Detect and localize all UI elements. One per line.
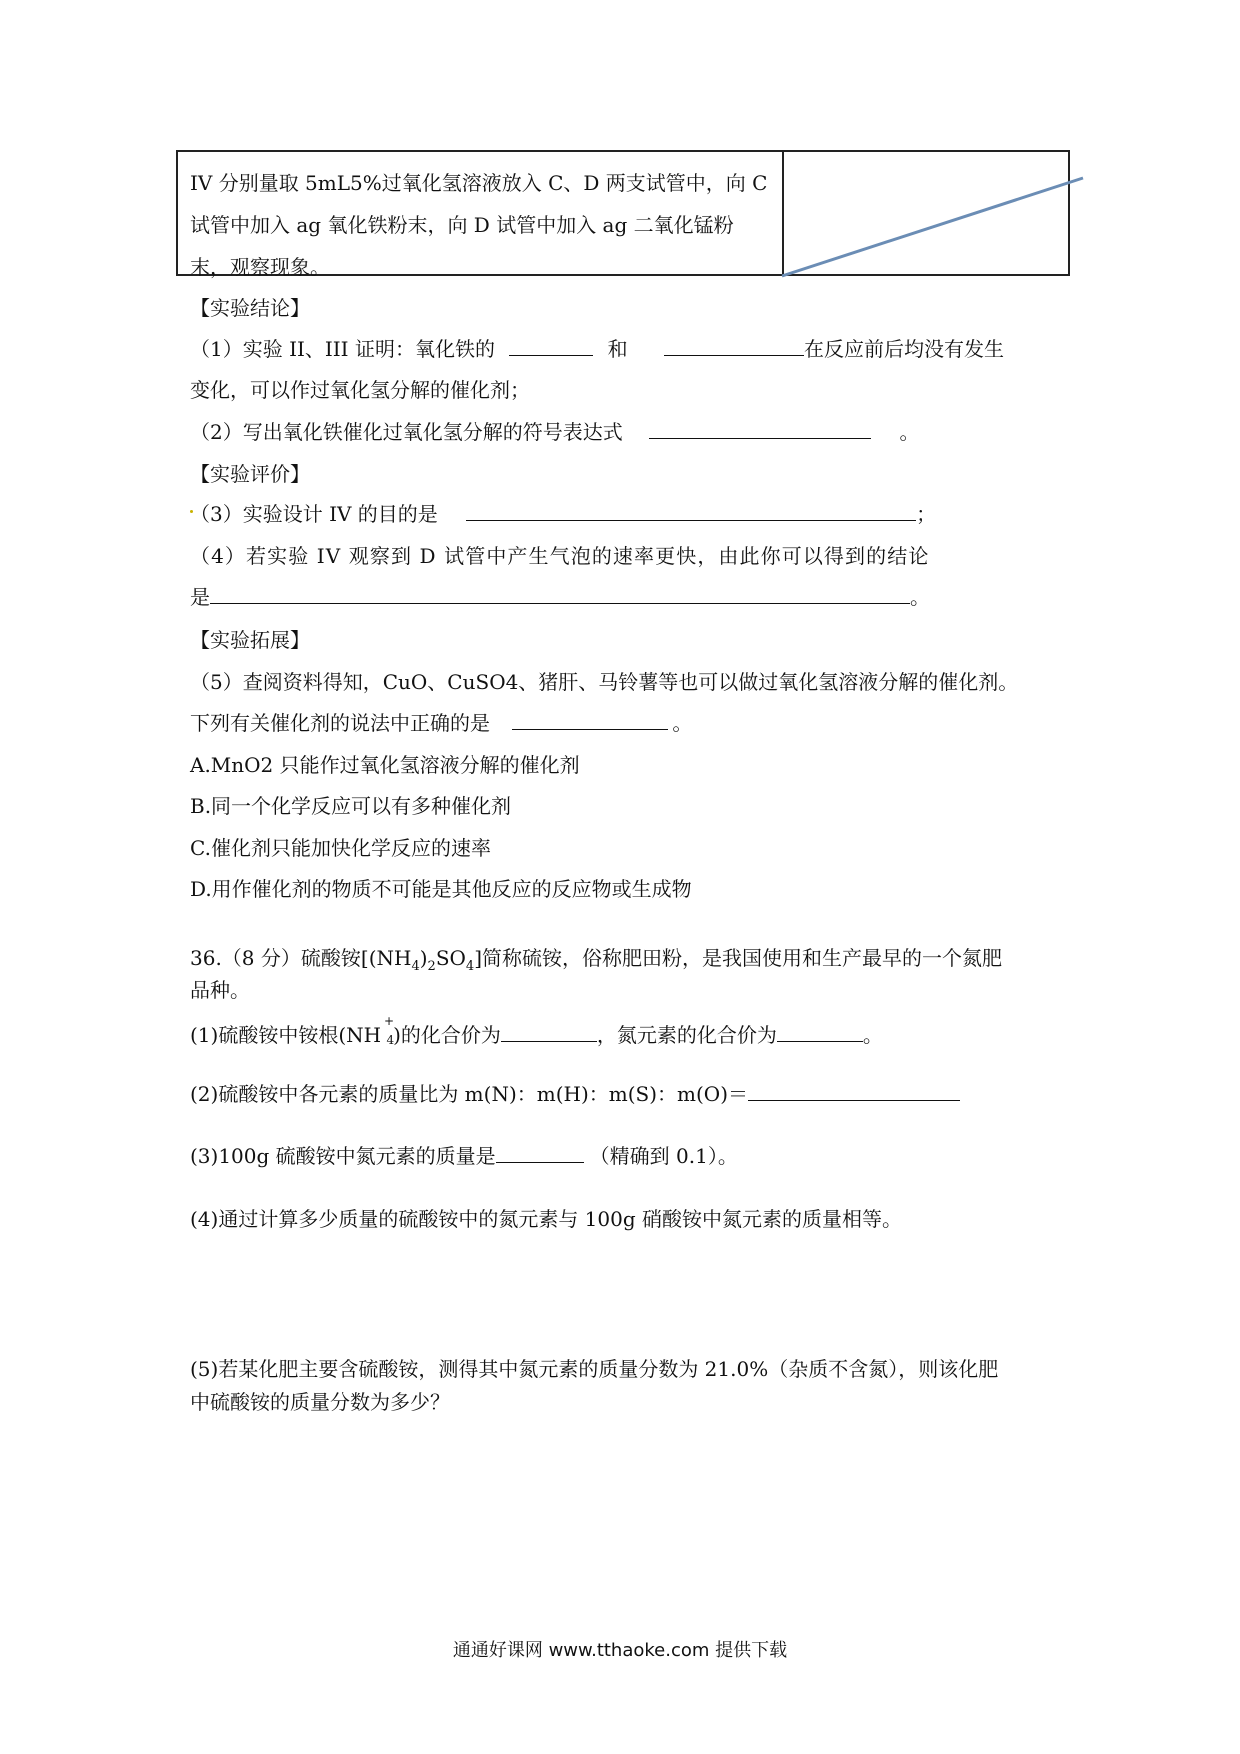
q36-p3-blank[interactable] [496, 1144, 584, 1163]
q36-p2-text: (2)硫酸铵中各元素的质量比为 m(N)：m(H)：m(S)：m(O)＝ [190, 1082, 749, 1106]
q2-end: 。 [899, 420, 920, 444]
ammonium-sup: + [384, 1014, 395, 1028]
q36-p1-blank-1[interactable] [501, 1023, 597, 1042]
q5-end: 。 [672, 711, 693, 735]
q3-end: ； [916, 502, 937, 526]
q4-text-b: 是 [190, 585, 210, 609]
q36-p1-end: 。 [862, 1023, 883, 1047]
conclusion-heading: 【实验结论】 [190, 296, 310, 320]
q3-blank[interactable] [466, 502, 916, 521]
q36-p1-c: ，氮元素的化合价为 [596, 1023, 777, 1047]
footer-credit: 通通好课网 www.tthaoke.com 提供下载 [452, 1640, 788, 1661]
q1-text-c: 在反应前后均没有发生 [804, 337, 1005, 361]
question-5-line-1: （5）查阅资料得知，CuO、CuSO4、猪肝、马铃薯等也可以做过氧化氢溶液分解的催化剂。 [190, 670, 1019, 694]
q36-intro-sub3: 4 [465, 959, 475, 974]
q36-p3-a: (3)100g 硫酸铵中氮元素的质量是 [190, 1144, 496, 1168]
q36-part-3 [190, 1140, 1070, 1169]
q36-intro-line-1 [190, 942, 1070, 974]
question-3 [190, 498, 1070, 527]
question-2 [190, 416, 1070, 445]
q36-part-5-line-1: (5)若某化肥主要含硫酸铵，测得其中氮元素的质量分数为 21.0%（杂质不含氮），则该化肥 [190, 1357, 999, 1381]
q2-blank[interactable] [649, 420, 871, 439]
q1-blank-2[interactable] [664, 337, 804, 356]
q36-intro-mid: ) [419, 946, 428, 970]
q4-end: 。 [910, 585, 930, 609]
q36-intro-sub1: 4 [411, 959, 420, 974]
q36-part-1 [190, 1014, 1070, 1048]
q4-blank[interactable] [210, 585, 910, 604]
q36-p1-blank-2[interactable] [777, 1023, 863, 1042]
q36-part-4: (4)通过计算多少质量的硫酸铵中的氮元素与 100g 硝酸铵中氮元素的质量相等。 [190, 1207, 903, 1231]
option-d: D.用作催化剂的物质不可能是其他反应的反应物或生成物 [190, 877, 692, 901]
q36-p1-a: (1)硫酸铵中铵根(NH [190, 1023, 382, 1047]
diagonal-strike-line [780, 176, 1090, 286]
q36-p2-blank[interactable] [748, 1082, 960, 1101]
q36-intro-sub2: 2 [427, 959, 436, 974]
question-4-line-1: （4）若实验 IV 观察到 D 试管中产生气泡的速率更快，由此你可以得到的结论 [190, 544, 930, 568]
question-1-line-1 [190, 333, 1070, 362]
q36-p1-b: )的化合价为 [393, 1023, 501, 1047]
q1-blank-1[interactable] [509, 337, 593, 356]
q1-text-a: （1）实验 II、III 证明：氧化铁的 [190, 337, 495, 361]
question-5-line-2 [190, 707, 1070, 736]
option-b: B.同一个化学反应可以有多种催化剂 [190, 794, 512, 818]
evaluation-heading: 【实验评价】 [190, 462, 310, 486]
option-c: C.催化剂只能加快化学反应的速率 [190, 836, 491, 860]
q5-text-b: 下列有关催化剂的说法中正确的是 [190, 711, 490, 735]
question-1-line-2: 变化，可以作过氧化氢分解的催化剂； [190, 378, 530, 402]
q36-part-5-line-2: 中硫酸铵的质量分数为多少？ [190, 1390, 450, 1414]
q1-text-b: 和 [607, 337, 628, 361]
q36-intro-so: SO [435, 946, 466, 970]
q3-text: （3）实验设计 IV 的目的是 [190, 502, 438, 526]
q36-intro-a: 36.（8 分）硫酸铵[(NH [190, 946, 412, 970]
ammonium-charge [381, 1014, 395, 1047]
experiment-step-iv: IV 分别量取 5mL5%过氧化氢溶液放入 C、D 两支试管中，向 C 试管中加入 ag 氧化铁粉末，向 D 试管中加入 ag 二氧化锰粉末，观察现象。 [178, 152, 784, 274]
option-a: A.MnO2 只能作过氧化氢溶液分解的催化剂 [190, 753, 580, 777]
question-4-line-2 [190, 581, 1070, 610]
q36-intro-b: ]简称硫铵，俗称肥田粉，是我国使用和生产最早的一个氮肥 [474, 946, 1003, 970]
q36-intro-line-2: 品种。 [190, 978, 250, 1002]
ammonium-sub: 4 [386, 1033, 395, 1047]
q2-text: （2）写出氧化铁催化过氧化氢分解的符号表达式 [190, 420, 623, 444]
extension-heading: 【实验拓展】 [190, 628, 310, 652]
q36-part-2 [190, 1078, 1070, 1107]
q5-blank[interactable] [512, 711, 668, 730]
q36-p3-b: （精确到 0.1）。 [589, 1144, 738, 1168]
